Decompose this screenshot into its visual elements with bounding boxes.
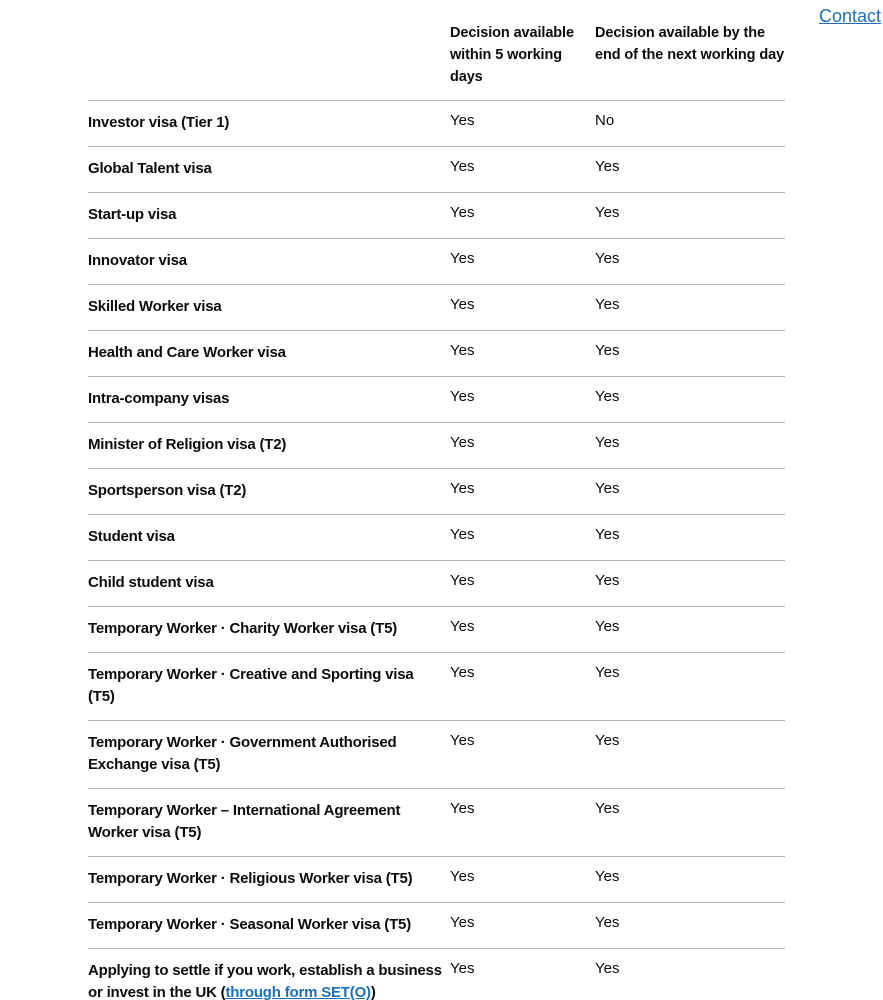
table-header-row: [88, 0, 785, 101]
table-row-settlement: [88, 949, 785, 1000]
visa-name: Health and Care Worker visa: [88, 331, 450, 377]
next-day-value: Yes: [595, 561, 785, 607]
settlement-text-end: ): [370, 984, 376, 1000]
five-days-value: Yes: [450, 607, 595, 653]
next-day-value: Yes: [595, 607, 785, 653]
five-days-value: Yes: [450, 561, 595, 607]
visa-name: Sportsperson visa (T2): [88, 469, 450, 515]
table-row: [88, 239, 785, 285]
five-days-value: Yes: [450, 653, 595, 721]
visa-name: Innovator visa: [88, 239, 450, 285]
table-row: [88, 721, 785, 789]
table-row: [88, 653, 785, 721]
next-day-value: Yes: [595, 147, 785, 193]
table-row: [88, 331, 785, 377]
visa-name: Student visa: [88, 515, 450, 561]
visa-name: Skilled Worker visa: [88, 285, 450, 331]
next-day-value: Yes: [595, 857, 785, 903]
table-row: [88, 101, 785, 147]
five-days-value: Yes: [450, 721, 595, 789]
table-row: [88, 469, 785, 515]
contact-link[interactable]: Contact: [819, 6, 882, 26]
five-days-value: Yes: [450, 789, 595, 857]
table-body: [88, 101, 785, 1000]
visa-name: Global Talent visa: [88, 147, 450, 193]
next-day-value: Yes: [595, 721, 785, 789]
next-day-value: Yes: [595, 960, 620, 977]
set-o-form-link[interactable]: through form SET(O): [225, 984, 371, 1000]
five-days-value: Yes: [450, 469, 595, 515]
table-row: [88, 903, 785, 949]
next-day-value: Yes: [595, 239, 785, 285]
five-days-value: Yes: [450, 193, 595, 239]
next-day-value: Yes: [595, 789, 785, 857]
five-days-value: Yes: [450, 101, 595, 147]
next-day-value: Yes: [595, 903, 785, 949]
column-header-visa: [88, 0, 450, 101]
next-day-value: Yes: [595, 653, 785, 721]
visa-name: Intra-company visas: [88, 377, 450, 423]
next-day-value: Yes: [595, 515, 785, 561]
visa-name: Temporary Worker · Religious Worker visa (T5): [88, 857, 450, 903]
five-days-value: Yes: [450, 423, 595, 469]
table-row: [88, 789, 785, 857]
visa-name: Investor visa (Tier 1): [88, 101, 450, 147]
table-row: [88, 857, 785, 903]
five-days-value: Yes: [450, 903, 595, 949]
visa-decision-table: [88, 0, 785, 1000]
five-days-value: Yes: [450, 147, 595, 193]
visa-name: Temporary Worker · Seasonal Worker visa (T5): [88, 903, 450, 949]
five-days-value: Yes: [450, 960, 475, 977]
next-day-value: Yes: [595, 423, 785, 469]
visa-name: Temporary Worker · Charity Worker visa (T5): [88, 607, 450, 653]
column-header-five-days: Decision available within 5 working days: [450, 0, 595, 101]
table-row: [88, 147, 785, 193]
table-row: [88, 193, 785, 239]
table-row: [88, 561, 785, 607]
five-days-value: Yes: [450, 285, 595, 331]
five-days-value: Yes: [450, 857, 595, 903]
table-row: [88, 515, 785, 561]
next-day-value: Yes: [595, 469, 785, 515]
table-row: [88, 377, 785, 423]
table-row: [88, 607, 785, 653]
table-row: [88, 285, 785, 331]
settlement-text: Applying to settle if you work, establish a business or invest in the UK (: [88, 962, 442, 1000]
next-day-value: Yes: [595, 331, 785, 377]
visa-name: Temporary Worker · Creative and Sporting visa (T5): [88, 653, 450, 721]
visa-name: Temporary Worker · Government Authorised Exchange visa (T5): [88, 721, 450, 789]
next-day-value: Yes: [595, 377, 785, 423]
visa-name-settlement: [88, 949, 450, 1000]
visa-name: Minister of Religion visa (T2): [88, 423, 450, 469]
table-row: [88, 423, 785, 469]
five-days-value: Yes: [450, 239, 595, 285]
visa-name: Temporary Worker – International Agreement Worker visa (T5): [88, 789, 450, 857]
next-day-value: Yes: [595, 285, 785, 331]
next-day-value: No: [595, 101, 785, 147]
column-header-next-day: Decision available by the end of the next working day: [595, 0, 785, 101]
next-day-value: Yes: [595, 193, 785, 239]
five-days-value: Yes: [450, 377, 595, 423]
five-days-value: Yes: [450, 331, 595, 377]
five-days-value: Yes: [450, 515, 595, 561]
visa-name: Child student visa: [88, 561, 450, 607]
visa-name: Start-up visa: [88, 193, 450, 239]
